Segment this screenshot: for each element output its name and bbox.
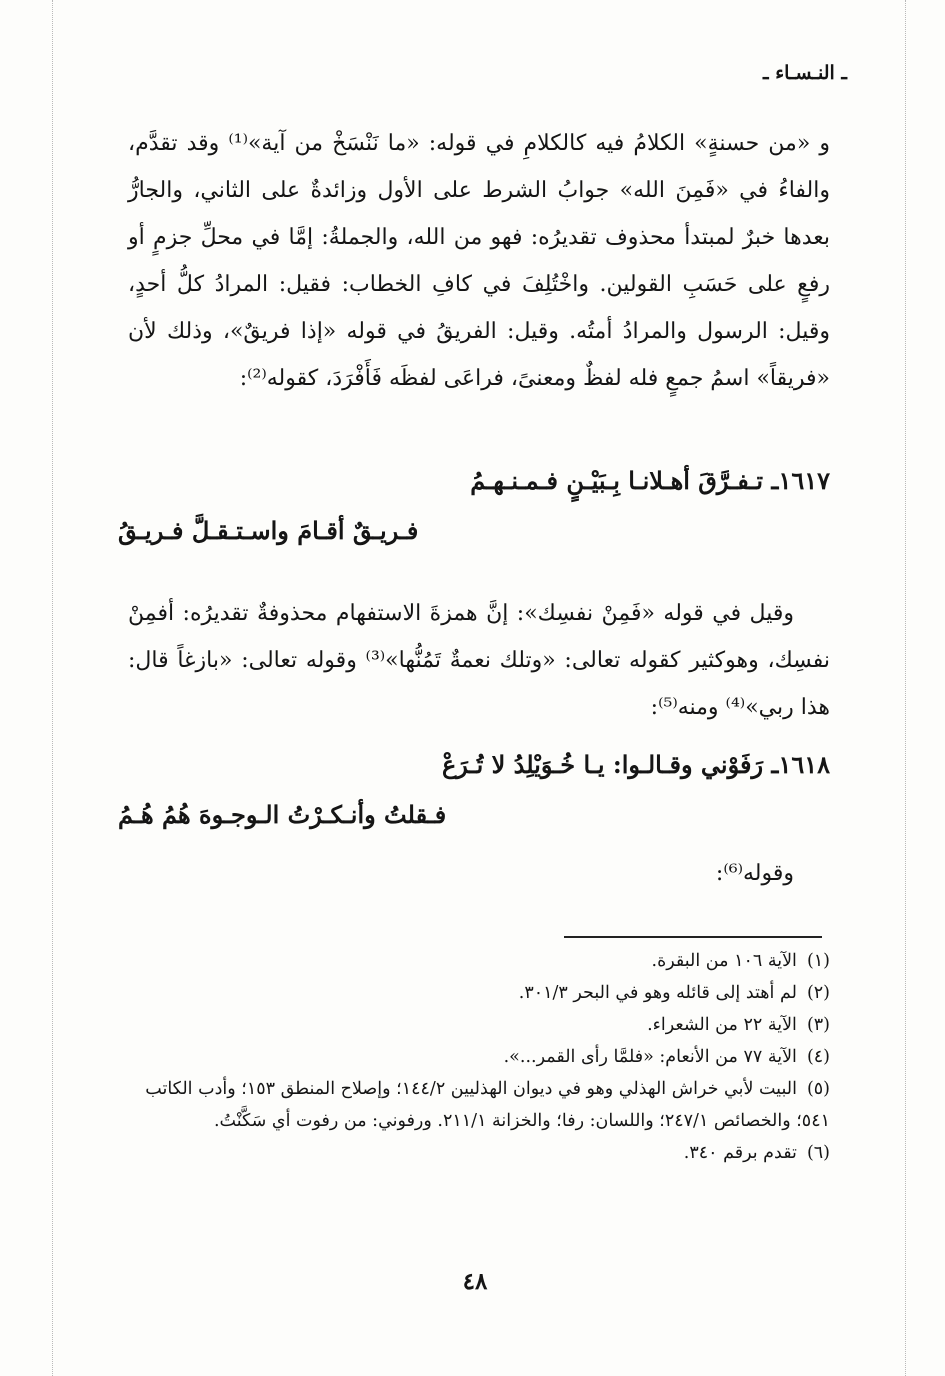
verse-1618-second-hemistich: فـقلتُ وأنـكـرْتُ الـوجـوهَ هُمُ هُـمُ	[118, 800, 447, 829]
footnote-1: (١)الآية ١٠٦ من البقرة.	[651, 951, 830, 971]
footnote-3: (٣)الآية ٢٢ من الشعراء.	[647, 1015, 830, 1035]
verse-1617-second-hemistich: فـريـقٌ أقـامَ واسـتـقـلَّ فـريـقُ	[118, 516, 419, 545]
running-header: ـ النـسـاء ـ	[763, 62, 847, 84]
footnotes	[118, 945, 830, 1169]
verse-1618	[118, 740, 830, 840]
right-margin-guide	[905, 0, 906, 1376]
page-number: ٤٨	[462, 1268, 488, 1295]
paragraph-3: وقوله⁽⁶⁾:	[715, 861, 794, 886]
paragraph-2: وقيل في قوله «فَمِنْ نفسِك»: إنَّ همزةَ الاستفهام محذوفةٌ تقديرُه: أفمِنْ نفسِك، وهوكثير كقوله تعالى: «وتلك نعمةٌ تَمُنُّها»⁽³⁾ وقوله تعالى: «بازغاً قال: هذا ربي»⁽⁴⁾ ومنه⁽⁵⁾:	[128, 601, 830, 720]
left-margin-guide	[52, 0, 53, 1376]
verse-1618-first-hemistich: ١٦١٨ـ رَفَوْني وقـالـوا: يـا خُـوَيْلِدُ لا تُـرَعْ	[441, 750, 830, 779]
paragraph-1: و «من حسنةٍ» الكلامُ فيه كالكلامِ في قوله: «ما نَنْسَخْ من آية»⁽¹⁾ وقد تقدَّم، والفاءُ في «فَمِنَ الله» جوابُ الشرط على الأول وزائدةٌ على الثاني، والجارُّ بعدها خبرٌ لمبتدأ محذوف تقديرُه: فهو من الله، والجملةُ: إمَّا في محلِّ جزمٍ أو رفعٍ على حَسَبِ القولين. واخْتُلِفَ في كافِ الخطاب: فقيل: المرادُ كلُّ أحدٍ، وقيل: الرسول والمرادُ أمتُه. وقيل: الفريقُ في قوله «إذا فريقٌ»، وذلك لأن «فريقاً» اسمُ جمعٍ فله لفظٌ ومعنىً، فراعَى لفظَه فَأَفْرَدَ، كقوله⁽²⁾:	[128, 131, 830, 391]
verse-1617	[118, 456, 830, 556]
footnote-4: (٤)الآية ٧٧ من الأنعام: «فلمَّا رأى القمر...».	[503, 1047, 830, 1067]
verse-1617-first-hemistich: ١٦١٧ـ تـفـرَّقَ أهـلانـا بِـبَيْـنٍ فـمـنـهـمُ	[470, 466, 830, 495]
footnote-6: (٦)تقدم برقم ٣٤٠.	[683, 1143, 830, 1163]
footnote-5: (٥)البيت لأبي خراش الهذلي وهو في ديوان الهذليين ١٤٤/٢؛ وإصلاح المنطق ١٥٣؛ وأدب الكاتب ٥٤١؛ والخصائص ٢٤٧/١؛ واللسان: رفا؛ والخزانة ٢١١/١. ورفوني: من رفوت أي سَكَّنْتُ.	[145, 1079, 830, 1131]
footnote-separator	[564, 936, 822, 938]
footnote-2: (٢)لم أهتد إلى قائله وهو في البحر ٣٠١/٣.	[518, 983, 830, 1003]
